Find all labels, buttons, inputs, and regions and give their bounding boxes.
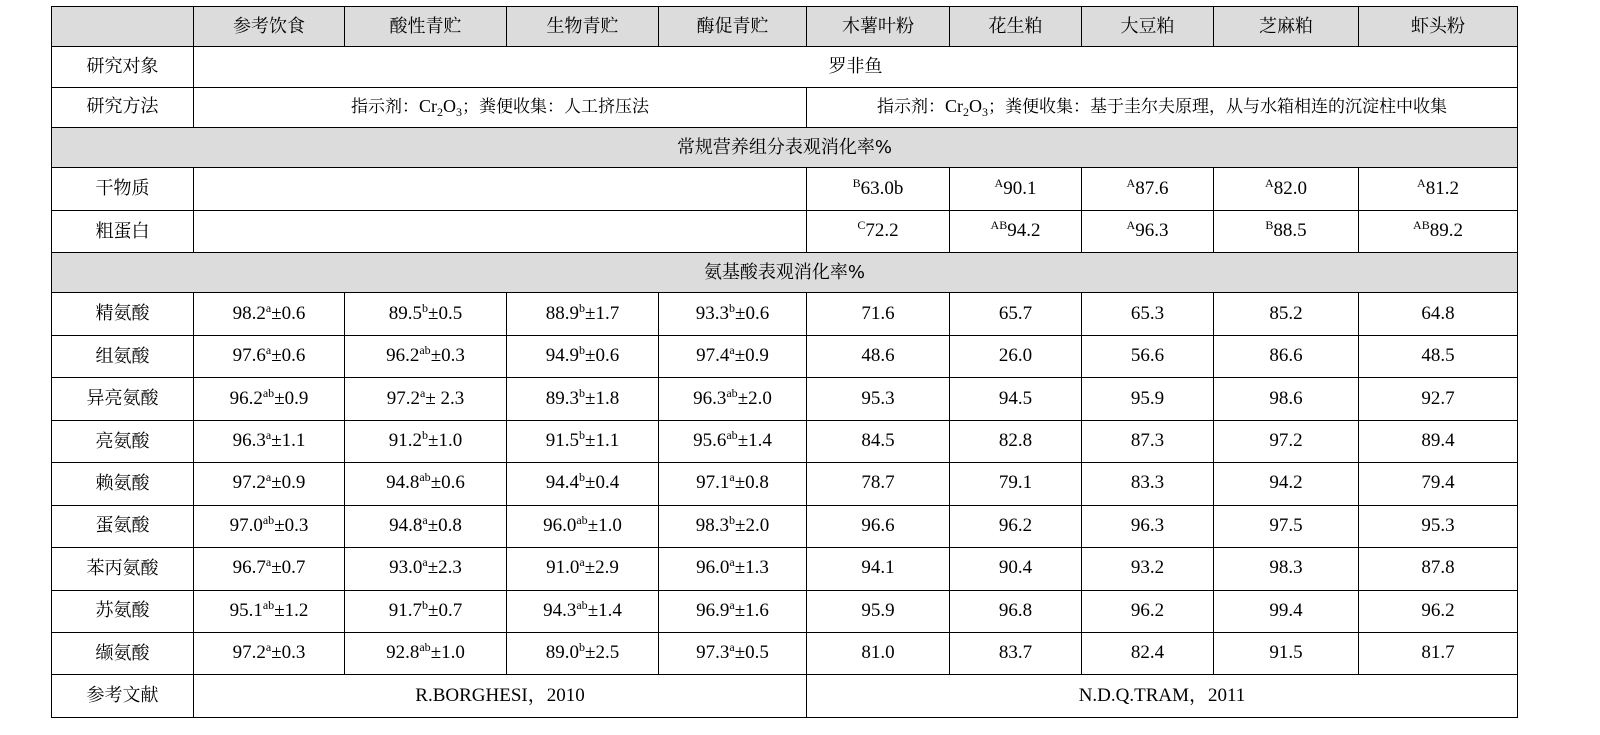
std-deviation: ±0.6 [271, 302, 306, 324]
silage-value-cell [507, 463, 659, 505]
significance-letter: a [729, 640, 735, 655]
mean-value: 96.2 [386, 345, 420, 367]
meal-value-cell: 85.2 [1214, 293, 1359, 335]
meal-value-cell: 95.3 [807, 378, 950, 420]
meal-value-cell: 97.5 [1214, 505, 1359, 547]
significance-letter: a [422, 555, 428, 570]
silage-value-cell [194, 293, 345, 335]
mean-value: 94.8 [386, 472, 420, 494]
significance-letter: a [729, 470, 735, 485]
mean-value: 96.0 [696, 557, 730, 579]
silage-value-cell [345, 590, 507, 632]
reference-silage: R.BORGHESI，2010 [194, 675, 807, 718]
meal-value-cell: 86.6 [1214, 335, 1359, 377]
significance-letter: b [422, 597, 429, 612]
mean-value: 96.7 [232, 557, 266, 579]
silage-value-cell [194, 548, 345, 590]
meal-value-cell: 87.3 [1082, 420, 1214, 462]
amino-acid-label: 苯丙氨酸 [52, 548, 194, 590]
std-deviation: ±2.3 [427, 557, 462, 579]
mean-value: 94.4 [545, 472, 580, 494]
method-indicator-prefix: 指示剂： [351, 97, 419, 118]
silage-value-cell [345, 335, 507, 377]
amino-acid-label: 精氨酸 [52, 293, 194, 335]
mean-value: 94.3 [543, 599, 577, 621]
std-deviation: ±0.3 [274, 514, 309, 536]
meal-value-cell: 91.5 [1214, 632, 1359, 674]
significance-letter: a [579, 555, 585, 570]
digestibility-value: 63.0b [860, 177, 904, 199]
significance-letter: b [579, 470, 586, 485]
std-deviation: ±2.0 [737, 387, 772, 409]
study-method-label: 研究方法 [52, 87, 194, 127]
silage-value-cell [507, 293, 659, 335]
meal-value-cell: 96.3 [1082, 505, 1214, 547]
mean-value: 97.0 [229, 514, 263, 536]
nutrient-value-cell [1359, 168, 1518, 210]
mean-value: 97.4 [696, 345, 730, 367]
reference-meals: N.D.Q.TRAM，2011 [807, 675, 1518, 718]
empty-silage-cell [194, 210, 807, 252]
std-deviation: ±0.7 [271, 557, 306, 579]
nutrient-value-cell [950, 168, 1082, 210]
silage-value-cell [345, 293, 507, 335]
std-deviation: ±1.6 [734, 599, 769, 621]
column-header-cassava-leaf-meal: 木薯叶粉 [807, 7, 950, 47]
std-deviation: ±0.8 [734, 472, 769, 494]
significance-letter: b [729, 512, 736, 527]
section-header-nutrients [52, 127, 1518, 167]
method-indicator-formula: $Cr_2O_3$ [945, 96, 988, 120]
significance-letter: AB [1413, 217, 1430, 232]
significance-letter: a [265, 428, 272, 443]
mean-value: 91.7 [388, 599, 423, 621]
mean-value: 97.2 [232, 472, 266, 494]
column-header-acid-silage: 酸性青贮 [345, 7, 507, 47]
std-deviation: ±0.3 [430, 345, 465, 367]
nutrient-value-cell [1214, 210, 1359, 252]
significance-letter: C [857, 217, 866, 232]
mean-value: 97.2 [386, 387, 420, 409]
amino-acid-row [52, 335, 1518, 377]
silage-value-cell [507, 548, 659, 590]
significance-letter: AB [990, 217, 1008, 232]
mean-value: 91.2 [388, 430, 423, 452]
column-header-reference-diet: 参考饮食 [194, 7, 345, 47]
nutrient-value-cell [950, 210, 1082, 252]
std-deviation: ±1.0 [587, 514, 622, 536]
significance-letter: a [265, 343, 272, 358]
digestibility-value: 90.1 [1003, 177, 1037, 199]
amino-acid-label: 赖氨酸 [52, 463, 194, 505]
amino-acid-row [52, 293, 1518, 335]
meal-value-cell: 95.9 [1082, 378, 1214, 420]
significance-letter: B [852, 175, 861, 190]
mean-value: 97.6 [232, 345, 266, 367]
std-deviation: ± 2.3 [425, 387, 465, 409]
silage-value-cell [659, 335, 807, 377]
nutrient-value-cell [1082, 210, 1214, 252]
meal-value-cell: 79.1 [950, 463, 1082, 505]
silage-value-cell [345, 463, 507, 505]
silage-value-cell [194, 632, 345, 674]
std-deviation: ±2.0 [735, 514, 770, 536]
amino-acid-row [52, 590, 1518, 632]
meal-value-cell: 56.6 [1082, 335, 1214, 377]
column-header-peanut-meal: 花生粕 [950, 7, 1082, 47]
silage-value-cell [194, 590, 345, 632]
meal-value-cell: 48.5 [1359, 335, 1518, 377]
silage-value-cell [345, 378, 507, 420]
std-deviation: ±0.5 [734, 642, 769, 664]
mean-value: 96.3 [232, 430, 266, 452]
std-deviation: ±0.4 [585, 472, 620, 494]
std-deviation: ±0.8 [427, 514, 462, 536]
meal-value-cell: 83.3 [1082, 463, 1214, 505]
digestibility-table [51, 6, 1518, 718]
meal-value-cell: 87.8 [1359, 548, 1518, 590]
study-method-silage [194, 87, 807, 127]
significance-letter: a [265, 470, 272, 485]
meal-value-cell: 81.0 [807, 632, 950, 674]
std-deviation: ±0.9 [274, 387, 309, 409]
silage-value-cell [507, 420, 659, 462]
meal-value-cell: 65.3 [1082, 293, 1214, 335]
mean-value: 95.1 [229, 599, 263, 621]
meal-value-cell: 71.6 [807, 293, 950, 335]
amino-acid-row [52, 463, 1518, 505]
meal-value-cell: 96.8 [950, 590, 1082, 632]
nutrient-label: 粗蛋白 [52, 210, 194, 252]
nutrient-row [52, 210, 1518, 252]
significance-letter: a [729, 597, 735, 612]
meal-value-cell: 65.7 [950, 293, 1082, 335]
silage-value-cell [507, 335, 659, 377]
silage-value-cell [659, 293, 807, 335]
significance-letter: b [579, 343, 586, 358]
amino-acid-row [52, 548, 1518, 590]
column-header-biological-silage: 生物青贮 [507, 7, 659, 47]
significance-letter: a [265, 300, 272, 315]
significance-letter: a [729, 555, 735, 570]
significance-letter: a [265, 555, 272, 570]
significance-letter: a [729, 343, 735, 358]
silage-value-cell [507, 590, 659, 632]
significance-letter: ab [419, 343, 431, 358]
meal-value-cell: 98.3 [1214, 548, 1359, 590]
significance-letter: b [579, 300, 586, 315]
digestibility-value: 88.5 [1273, 219, 1307, 241]
significance-letter: ab [262, 512, 275, 527]
std-deviation: ±1.1 [271, 430, 306, 452]
meal-value-cell: 64.8 [1359, 293, 1518, 335]
silage-value-cell [194, 463, 345, 505]
std-deviation: ±0.7 [428, 599, 463, 621]
meal-value-cell: 96.2 [1082, 590, 1214, 632]
significance-letter: b [422, 428, 429, 443]
column-header-sesame-meal: 芝麻粕 [1214, 7, 1359, 47]
mean-value: 93.0 [389, 557, 423, 579]
std-deviation: ±0.9 [734, 345, 769, 367]
significance-letter: b [729, 300, 736, 315]
meal-value-cell: 96.2 [1359, 590, 1518, 632]
significance-letter: ab [726, 385, 738, 400]
std-deviation: ±1.4 [737, 430, 772, 452]
meal-value-cell: 94.1 [807, 548, 950, 590]
significance-letter: a [419, 385, 426, 400]
meal-value-cell: 96.2 [950, 505, 1082, 547]
std-deviation: ±1.4 [587, 599, 622, 621]
meal-value-cell: 26.0 [950, 335, 1082, 377]
silage-value-cell [345, 505, 507, 547]
mean-value: 98.2 [232, 302, 266, 324]
section-title-amino-acids: 氨基酸表观消化率% [52, 253, 1518, 293]
amino-acid-label: 异亮氨酸 [52, 378, 194, 420]
std-deviation: ±0.5 [428, 302, 463, 324]
amino-acid-row [52, 420, 1518, 462]
study-subject-row [52, 47, 1518, 87]
study-subject-label: 研究对象 [52, 47, 194, 87]
silage-value-cell [507, 505, 659, 547]
std-deviation: ±0.3 [271, 642, 306, 664]
significance-letter: b [579, 428, 586, 443]
mean-value: 89.3 [545, 387, 580, 409]
meal-value-cell: 99.4 [1214, 590, 1359, 632]
amino-acid-label: 苏氨酸 [52, 590, 194, 632]
digestibility-value: 87.6 [1135, 177, 1169, 199]
std-deviation: ±0.6 [271, 345, 306, 367]
mean-value: 95.6 [693, 430, 727, 452]
digestibility-value: 82.0 [1273, 177, 1307, 199]
amino-acid-row [52, 505, 1518, 547]
amino-acid-row [52, 632, 1518, 674]
amino-acid-label: 蛋氨酸 [52, 505, 194, 547]
mean-value: 88.9 [545, 302, 580, 324]
digestibility-value: 94.2 [1007, 219, 1041, 241]
std-deviation: ±1.7 [585, 302, 620, 324]
mean-value: 91.0 [546, 557, 580, 579]
method-collection-text: ；粪便收集：基于圭尔夫原理，从与水箱相连的沉淀柱中收集 [988, 97, 1447, 118]
mean-value: 96.2 [229, 387, 263, 409]
nutrient-value-cell [807, 168, 950, 210]
std-deviation: ±1.1 [585, 430, 620, 452]
silage-value-cell [659, 590, 807, 632]
nutrient-value-cell [1214, 168, 1359, 210]
significance-letter: A [1417, 175, 1426, 190]
significance-letter: a [265, 640, 272, 655]
significance-letter: b [579, 640, 586, 655]
table-body [52, 7, 1518, 718]
amino-acid-label: 亮氨酸 [52, 420, 194, 462]
silage-value-cell [659, 463, 807, 505]
nutrient-label: 干物质 [52, 168, 194, 210]
nutrient-row [52, 168, 1518, 210]
references-row [52, 675, 1518, 718]
std-deviation: ±0.6 [585, 345, 620, 367]
silage-value-cell [659, 632, 807, 674]
header-row [52, 7, 1518, 47]
section-title-nutrients: 常规营养组分表观消化率% [52, 127, 1518, 167]
significance-letter: A [1126, 175, 1136, 190]
method-indicator-prefix: 指示剂： [877, 97, 945, 118]
column-header-shrimp-head-meal: 虾头粉 [1359, 7, 1518, 47]
header-corner-cell [52, 7, 194, 47]
meal-value-cell: 93.2 [1082, 548, 1214, 590]
significance-letter: B [1265, 217, 1274, 232]
significance-letter: ab [262, 385, 275, 400]
nutrient-value-cell [1359, 210, 1518, 252]
references-label: 参考文献 [52, 675, 194, 718]
mean-value: 96.0 [543, 514, 577, 536]
section-header-amino-acids [52, 253, 1518, 293]
meal-value-cell: 94.5 [950, 378, 1082, 420]
std-deviation: ±1.8 [585, 387, 620, 409]
silage-value-cell [659, 548, 807, 590]
amino-acid-row [52, 378, 1518, 420]
significance-letter: A [1265, 175, 1274, 190]
meal-value-cell: 98.6 [1214, 378, 1359, 420]
meal-value-cell: 82.4 [1082, 632, 1214, 674]
study-method-row [52, 87, 1518, 127]
std-deviation: ±1.0 [428, 430, 463, 452]
digestibility-value: 81.2 [1425, 177, 1459, 199]
meal-value-cell: 89.4 [1359, 420, 1518, 462]
significance-letter: A [994, 175, 1004, 190]
meal-value-cell: 95.9 [807, 590, 950, 632]
silage-value-cell [345, 632, 507, 674]
column-header-soybean-meal: 大豆粕 [1082, 7, 1214, 47]
meal-value-cell: 79.4 [1359, 463, 1518, 505]
significance-letter: ab [419, 640, 431, 655]
silage-value-cell [194, 335, 345, 377]
meal-value-cell: 95.3 [1359, 505, 1518, 547]
study-subject-value: 罗非鱼 [194, 47, 1518, 87]
method-collection-text: ；粪便收集：人工挤压法 [462, 97, 649, 118]
mean-value: 92.8 [386, 642, 420, 664]
significance-letter: ab [726, 428, 738, 443]
std-deviation: ±2.9 [584, 557, 619, 579]
nutrient-value-cell [1082, 168, 1214, 210]
meal-value-cell: 92.7 [1359, 378, 1518, 420]
mean-value: 89.0 [545, 642, 580, 664]
std-deviation: ±0.9 [271, 472, 306, 494]
silage-value-cell [345, 420, 507, 462]
mean-value: 97.1 [696, 472, 730, 494]
std-deviation: ±0.6 [430, 472, 465, 494]
std-deviation: ±1.0 [430, 642, 465, 664]
mean-value: 94.8 [389, 514, 423, 536]
amino-acid-label: 组氨酸 [52, 335, 194, 377]
significance-letter: b [579, 385, 586, 400]
mean-value: 89.5 [388, 302, 423, 324]
meal-value-cell: 90.4 [950, 548, 1082, 590]
method-indicator-formula: $Cr_2O_3$ [419, 96, 462, 120]
std-deviation: ±1.2 [274, 599, 309, 621]
significance-letter: a [422, 512, 428, 527]
meal-value-cell: 84.5 [807, 420, 950, 462]
silage-value-cell [659, 378, 807, 420]
mean-value: 98.3 [695, 514, 730, 536]
silage-value-cell [507, 632, 659, 674]
significance-letter: ab [262, 597, 275, 612]
amino-acid-label: 缬氨酸 [52, 632, 194, 674]
mean-value: 91.5 [545, 430, 580, 452]
silage-value-cell [194, 420, 345, 462]
mean-value: 96.3 [693, 387, 727, 409]
mean-value: 94.9 [545, 345, 580, 367]
mean-value: 96.9 [696, 599, 730, 621]
significance-letter: ab [576, 512, 588, 527]
significance-letter: ab [576, 597, 588, 612]
mean-value: 97.2 [232, 642, 266, 664]
std-deviation: ±1.3 [734, 557, 769, 579]
std-deviation: ±0.6 [735, 302, 770, 324]
nutrient-value-cell [807, 210, 950, 252]
digestibility-value: 89.2 [1429, 219, 1463, 241]
mean-value: 97.3 [696, 642, 730, 664]
mean-value: 93.3 [695, 302, 730, 324]
silage-value-cell [659, 505, 807, 547]
significance-letter: ab [419, 470, 431, 485]
empty-silage-cell [194, 168, 807, 210]
std-deviation: ±2.5 [585, 642, 620, 664]
digestibility-value: 96.3 [1135, 219, 1169, 241]
digestibility-value: 72.2 [865, 219, 899, 241]
meal-value-cell: 81.7 [1359, 632, 1518, 674]
meal-value-cell: 96.6 [807, 505, 950, 547]
meal-value-cell: 48.6 [807, 335, 950, 377]
silage-value-cell [507, 378, 659, 420]
silage-value-cell [194, 378, 345, 420]
significance-letter: b [422, 300, 429, 315]
column-header-enzymatic-silage: 酶促青贮 [659, 7, 807, 47]
silage-value-cell [194, 505, 345, 547]
silage-value-cell [659, 420, 807, 462]
meal-value-cell: 78.7 [807, 463, 950, 505]
meal-value-cell: 82.8 [950, 420, 1082, 462]
silage-value-cell [345, 548, 507, 590]
meal-value-cell: 83.7 [950, 632, 1082, 674]
meal-value-cell: 97.2 [1214, 420, 1359, 462]
significance-letter: A [1126, 217, 1136, 232]
study-method-meals [807, 87, 1518, 127]
meal-value-cell: 94.2 [1214, 463, 1359, 505]
